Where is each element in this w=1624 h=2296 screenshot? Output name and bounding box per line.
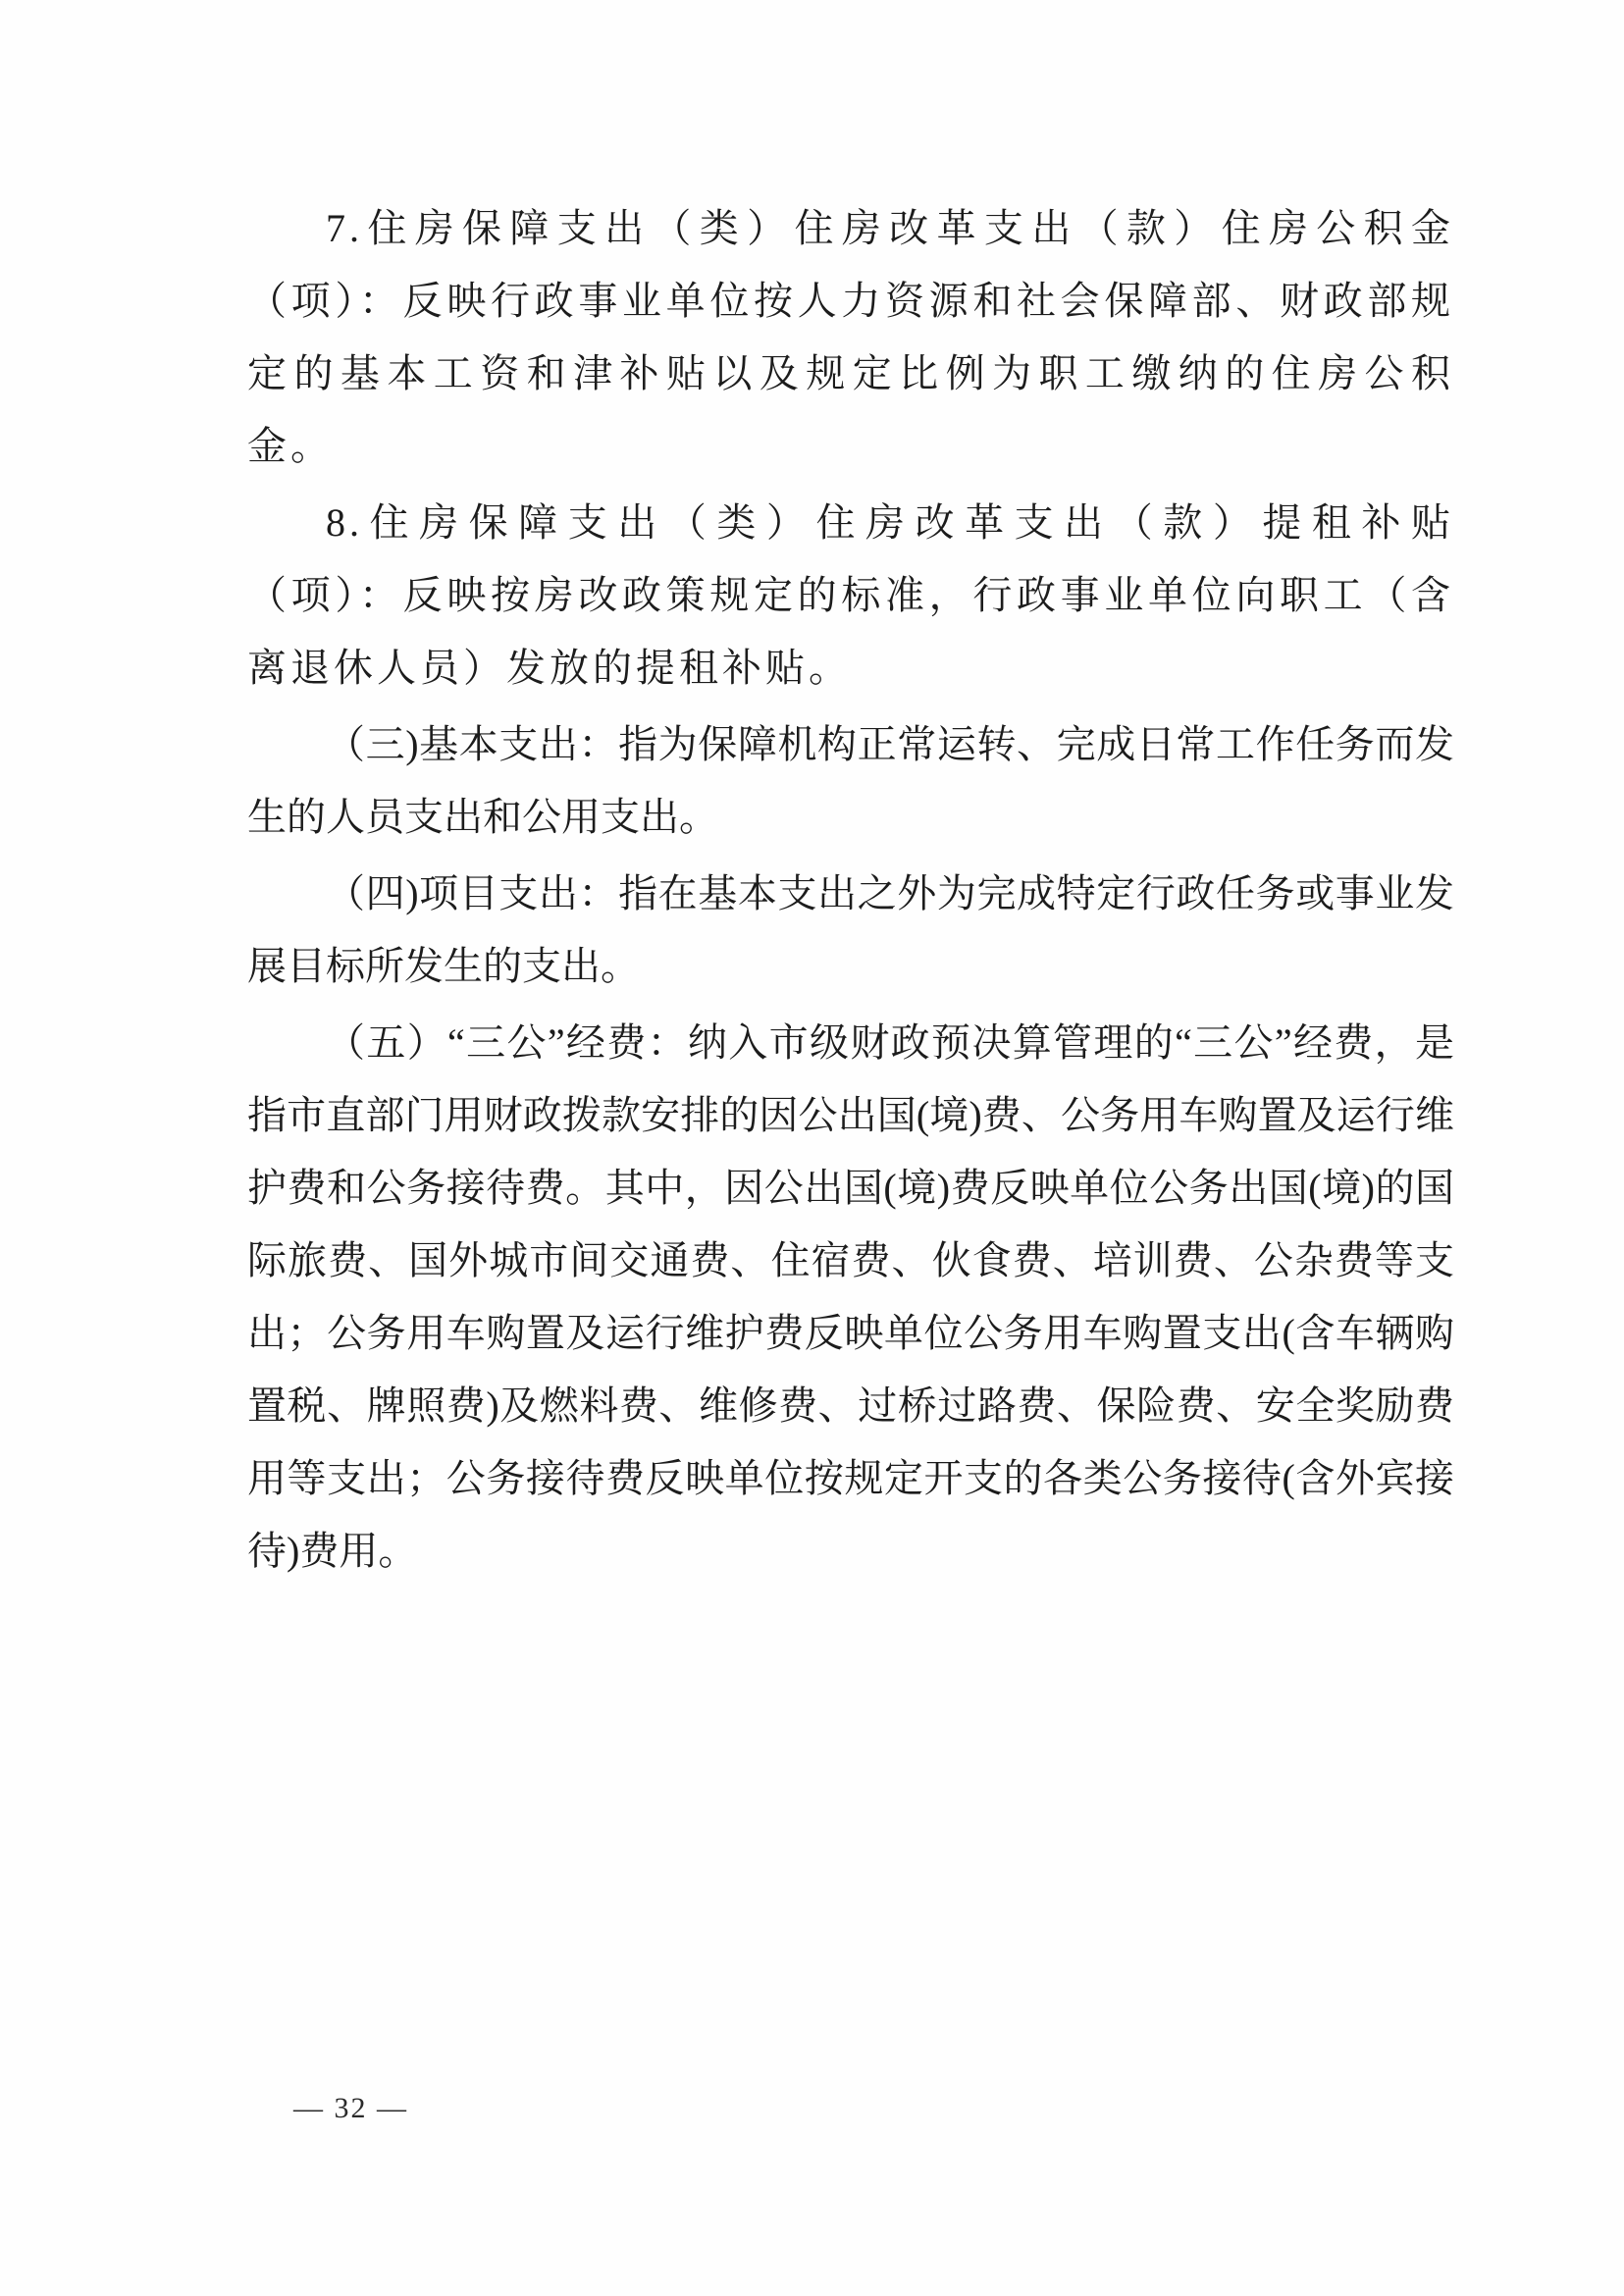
paragraph-item-4: （四)项目支出：指在基本支出之外为完成特定行政任务或事业发展目标所发生的支出。 (247, 871, 1454, 988)
page-footer (0, 2092, 1624, 2125)
document-body (247, 192, 1454, 1592)
paragraph-item-5: （五）“三公”经费：纳入市级财政预决算管理的“三公”经费，是指市直部门用财政拨款安排的因公出国(境)费、公务用车购置及运行维护费和公务接待费。其中，因公出国(境)费反映单位公务出国(境)的国际旅费、国外城市间交通费、住宿费、伙食费、培训费、公杂费等支出；公务用车购置及运行维护费反映单位公务用车购置支出(含车辆购置税、牌照费)及燃料费、维修费、过桥过路费、保险费、安全奖励费用等支出；公务接待费反映单位按规定开支的各类公务接待(含外宾接待)费用。 (247, 1020, 1454, 1573)
paragraph-item-3: （三)基本支出：指为保障机构正常运转、完成日常工作任务而发生的人员支出和公用支出。 (247, 722, 1454, 839)
paragraph-item-7: 7.住房保障支出（类）住房改革支出（款）住房公积金（项）：反映行政事业单位按人力资源和社会保障部、财政部规定的基本工资和津补贴以及规定比例为职工缴纳的住房公积金。 (247, 206, 1454, 468)
paragraph-item-8: 8.住房保障支出（类）住房改革支出（款）提租补贴（项）：反映按房改政策规定的标准，行政事业单位向职工（含离退休人员）发放的提租补贴。 (247, 500, 1454, 690)
page-number: — 32 — (293, 2092, 408, 2124)
